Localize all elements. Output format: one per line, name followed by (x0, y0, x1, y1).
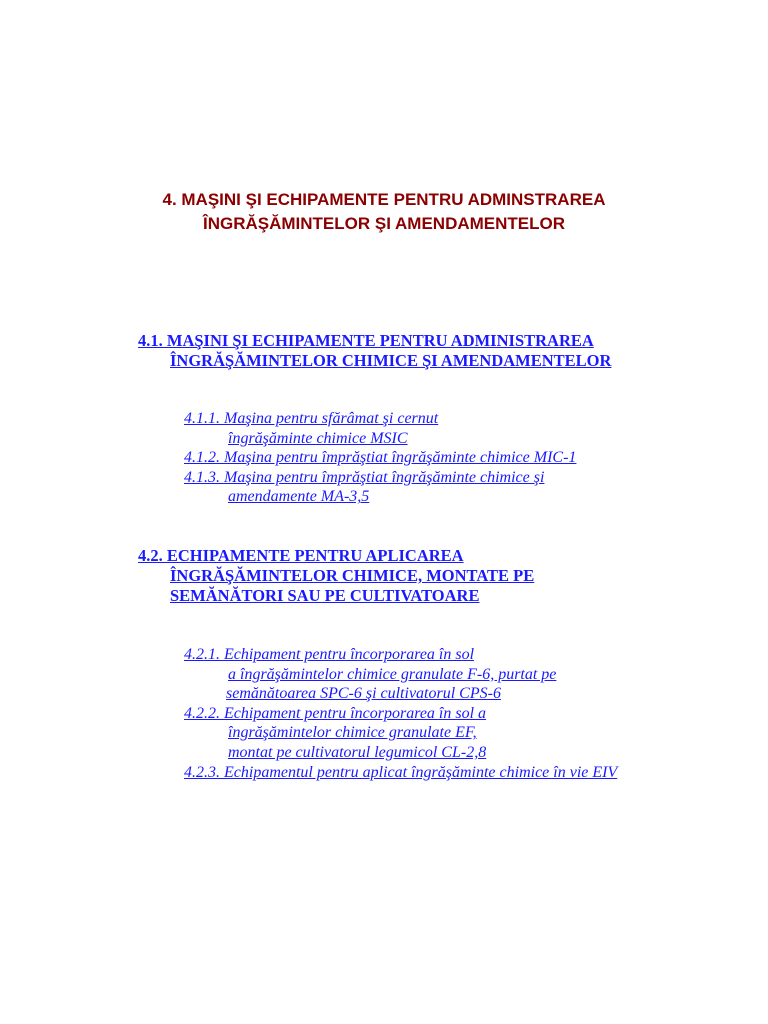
section-4-2-heading[interactable] (138, 546, 738, 606)
chapter-title-line: ÎNGRĂŞĂMINTELOR ŞI AMENDAMENTELOR (202, 214, 566, 233)
toc-entry-4-1-3[interactable] (184, 468, 744, 507)
toc-entry-link[interactable] (184, 763, 744, 783)
toc-entry-line[interactable]: amendamente MA-3,5 (228, 488, 370, 506)
toc-entry-line[interactable]: 4.2.1. Echipament pentru încorporarea în sol (184, 646, 475, 663)
section-heading-line[interactable]: SEMĂNĂTORI SAU PE CULTIVATOARE (170, 586, 480, 605)
section-4-2-entries (184, 645, 744, 782)
toc-entry-4-1-2[interactable] (184, 448, 744, 468)
toc-entry-line[interactable]: 4.2.2. Echipament pentru încorporarea în sol a (184, 704, 487, 722)
toc-entry-4-2-2[interactable] (184, 704, 744, 763)
toc-entry-line[interactable]: 4.1.2. Maşina pentru împrăştiat îngrăşăminte chimice MIC-1 (184, 449, 577, 467)
section-4-1-heading[interactable] (138, 331, 738, 371)
section-heading-line[interactable]: 4.2. ECHIPAMENTE PENTRU APLICAREA (138, 546, 464, 565)
section-heading-line[interactable]: 4.1. MAŞINI ŞI ECHIPAMENTE PENTRU ADMINISTRAREA (138, 331, 594, 350)
toc-entry-line[interactable]: 4.1.3. Maşina pentru împrăştiat îngrăşăminte chimice şi (184, 468, 545, 486)
toc-entry-link[interactable] (184, 409, 744, 448)
toc-entry-line[interactable]: a îngrăşămintelor chimice granulate F-6, purtat pe (228, 665, 557, 683)
section-4-1-link[interactable] (138, 331, 738, 371)
toc-entry-4-1-1[interactable] (184, 409, 744, 448)
toc-entry-line[interactable]: îngrăşămintelor chimice granulate EF, (228, 724, 477, 742)
toc-entry-line[interactable]: 4.2.3. Echipamentul pentru aplicat îngrăşăminte chimice în vie EIV (184, 763, 618, 781)
toc-entry-line[interactable]: semănătoarea SPC-6 şi cultivatorul CPS-6 (226, 685, 501, 703)
toc-entry-4-2-3[interactable] (184, 763, 744, 783)
toc-entry-line[interactable]: 4.1.1. Maşina pentru sfărâmat şi cernut (184, 410, 439, 427)
toc-entry-link[interactable] (184, 645, 744, 704)
toc-entry-line[interactable]: îngrăşăminte chimice MSIC (228, 429, 408, 447)
section-4-1-entries (184, 409, 744, 507)
toc-entry-link[interactable] (184, 468, 744, 507)
chapter-title-line: 4. MAŞINI ŞI ECHIPAMENTE PENTRU ADMINSTRAREA (162, 190, 606, 209)
toc-entry-link[interactable] (184, 704, 744, 763)
toc-entry-line[interactable]: montat pe cultivatorul legumicol CL-2,8 (228, 743, 487, 761)
toc-entry-4-2-1[interactable] (184, 645, 744, 704)
section-4-2-link[interactable] (138, 546, 738, 606)
section-heading-line[interactable]: ÎNGRĂŞĂMINTELOR CHIMICE, MONTATE PE (170, 566, 535, 585)
toc-entry-link[interactable] (184, 448, 744, 468)
section-heading-line[interactable]: ÎNGRĂŞĂMINTELOR CHIMICE ŞI AMENDAMENTELOR (170, 351, 612, 370)
chapter-title (0, 188, 768, 236)
